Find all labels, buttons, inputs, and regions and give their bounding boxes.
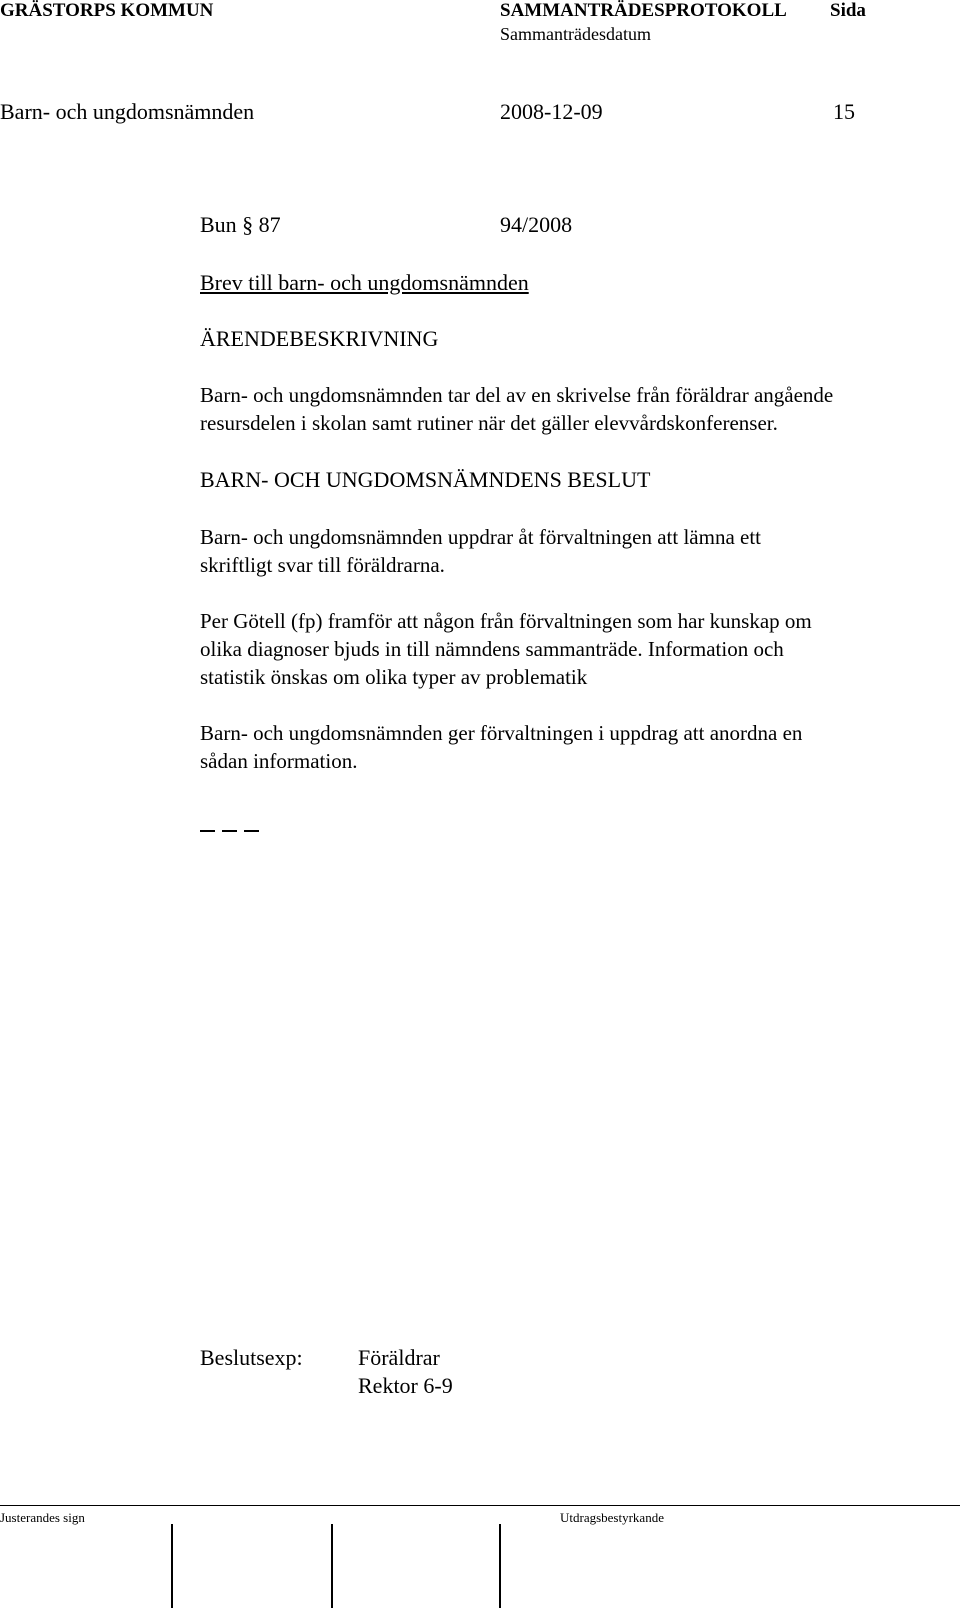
section-number: Bun § 87 — [200, 212, 281, 237]
decision-heading: BARN- OCH UNGDOMSNÄMNDENS BESLUT — [200, 467, 651, 492]
protocol-title: SAMMANTRÄDESPROTOKOLL — [500, 0, 787, 21]
decision-line: Per Götell (fp) framför att någon från förvaltningen som har kunskap om — [200, 609, 812, 633]
end-dash — [222, 830, 237, 832]
decision-paragraph-2 — [200, 607, 920, 691]
dispatch-recipient: Föräldrar — [358, 1345, 440, 1370]
page-number: 15 — [833, 99, 855, 124]
footer-rule — [0, 1505, 960, 1506]
committee-name: Barn- och ungdomsnämnden — [0, 99, 255, 124]
description-heading: ÄRENDEBESKRIVNING — [200, 326, 439, 351]
signers-label: Justerandes sign — [0, 1510, 85, 1525]
signature-box-divider — [171, 1524, 173, 1608]
description-paragraph — [200, 381, 920, 437]
page-label: Sida — [830, 0, 866, 21]
signature-box-divider — [331, 1524, 333, 1608]
decision-line: skriftligt svar till föräldrarna. — [200, 553, 445, 577]
meeting-date-label: Sammanträdesdatum — [500, 24, 651, 44]
description-line: resursdelen i skolan samt rutiner när det gäller elevvårdskonferenser. — [200, 411, 778, 435]
decision-line: olika diagnoser bjuds in till nämndens sammanträde. Information och — [200, 637, 784, 661]
signature-box-divider — [499, 1524, 501, 1608]
case-number: 94/2008 — [500, 212, 573, 237]
end-dash — [200, 830, 215, 832]
decision-line: statistik önskas om olika typer av problematik — [200, 665, 588, 689]
decision-paragraph-1 — [200, 523, 920, 579]
end-dash — [244, 830, 259, 832]
item-title: Brev till barn- och ungdomsnämnden — [200, 270, 529, 295]
decision-line: Barn- och ungdomsnämnden ger förvaltningen i uppdrag att anordna en — [200, 721, 803, 745]
certification-label: Utdragsbestyrkande — [560, 1510, 664, 1525]
decision-line: Barn- och ungdomsnämnden uppdrar åt förvaltningen att lämna ett — [200, 525, 762, 549]
decision-line: sådan information. — [200, 749, 358, 773]
dispatch-label: Beslutsexp: — [200, 1345, 303, 1370]
meeting-date: 2008-12-09 — [500, 99, 603, 124]
dispatch-recipient: Rektor 6-9 — [358, 1373, 453, 1398]
municipality-name: GRÄSTORPS KOMMUN — [0, 0, 214, 21]
decision-paragraph-3 — [200, 719, 920, 775]
description-line: Barn- och ungdomsnämnden tar del av en skrivelse från föräldrar angående — [200, 383, 834, 407]
